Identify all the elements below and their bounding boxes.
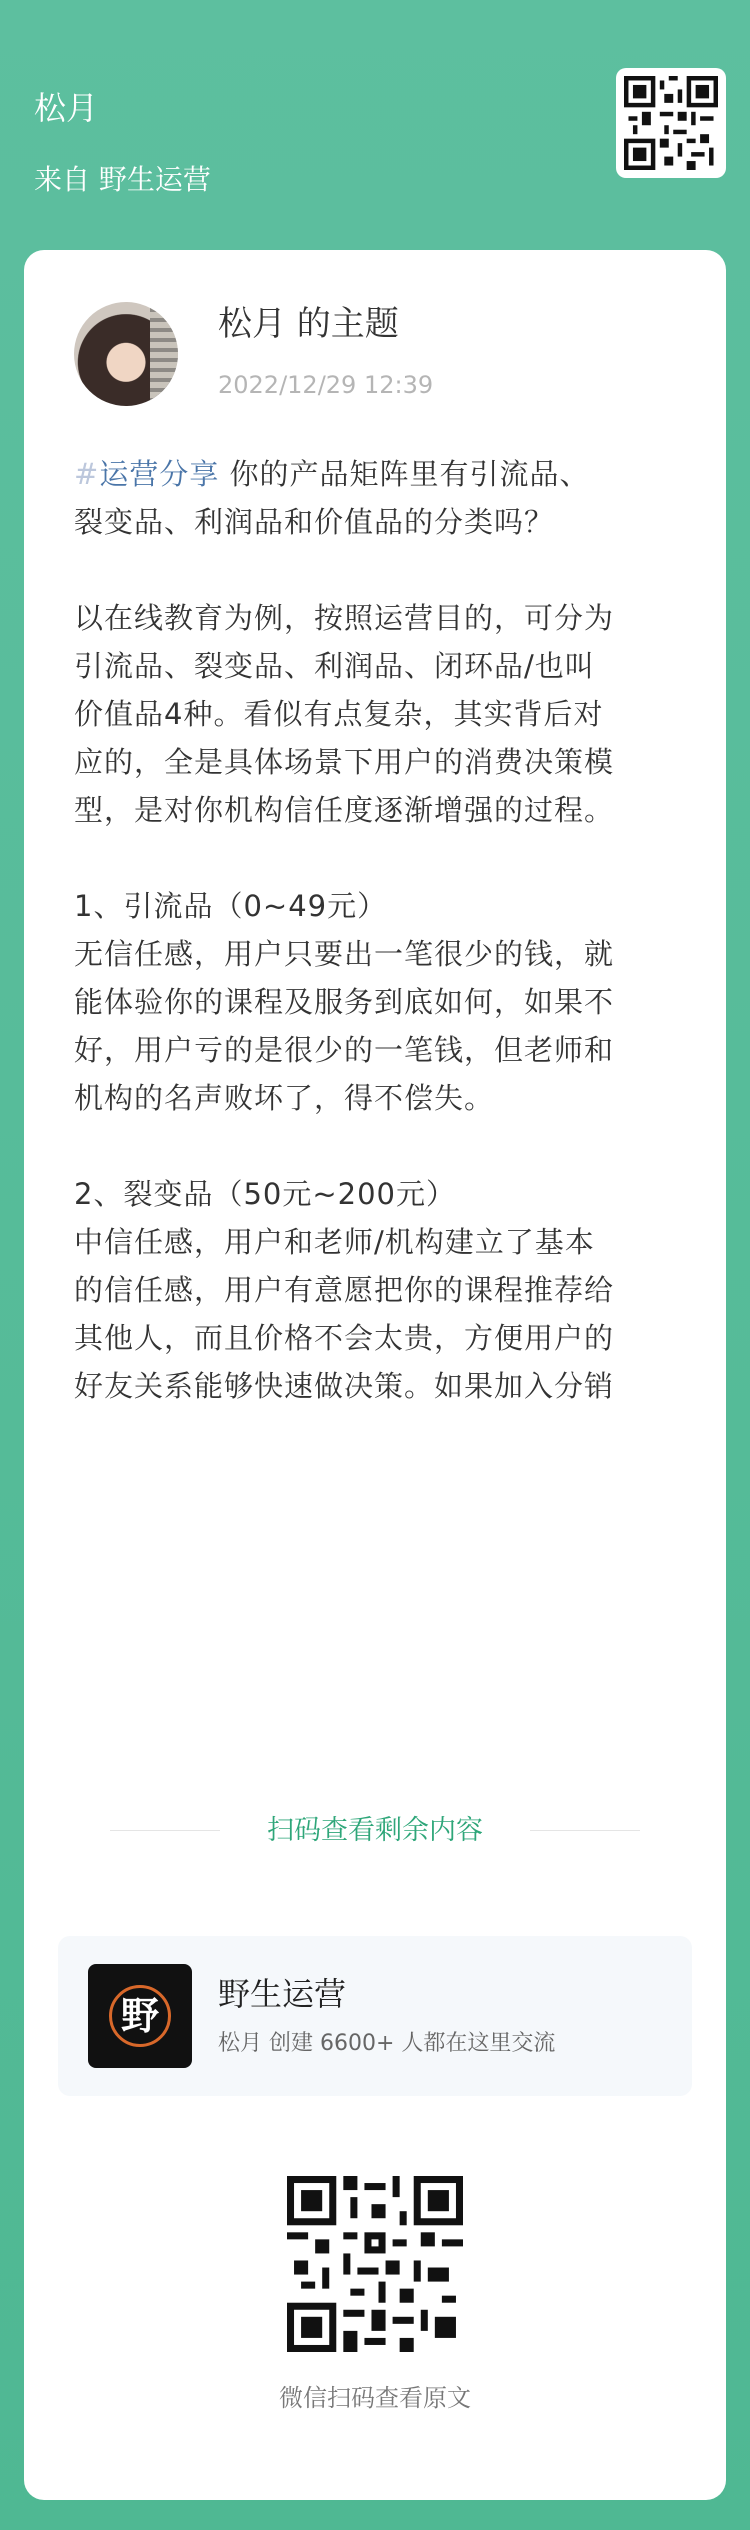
avatar[interactable] xyxy=(74,302,178,406)
content-line: 好友关系能够快速做决策。如果加入分销 xyxy=(74,1369,615,1403)
content-line: 好，用户亏的是很少的一笔钱，但老师和 xyxy=(74,1033,615,1067)
qr-caption: 微信扫码查看原文 xyxy=(279,2384,471,2412)
header-author: 松月 xyxy=(34,89,99,127)
content-line: 机构的名声败坏了，得不偿失。 xyxy=(74,1081,495,1115)
content-line: #运营分享 你的产品矩阵里有引流品、 xyxy=(74,457,590,491)
divider xyxy=(530,1830,640,1831)
content-line: 引流品、裂变品、利润品、闭环品/也叫 xyxy=(74,649,595,683)
qr-code-icon xyxy=(287,2176,463,2352)
content-line: 其他人，而且价格不会太贵，方便用户的 xyxy=(74,1321,615,1355)
header-source: 来自 野生运营 xyxy=(34,163,211,196)
content-line: 应的，全是具体场景下用户的消费决策模 xyxy=(74,745,615,779)
group-logo-char: 野 xyxy=(109,1985,171,2047)
content-line: 型，是对你机构信任度逐渐增强的过程。 xyxy=(74,793,615,827)
content-line: 价值品4种。看似有点复杂，其实背后对 xyxy=(74,697,604,731)
post-card xyxy=(24,250,726,2500)
header-qr-code-icon xyxy=(616,68,726,178)
content-line: 能体验你的课程及服务到底如何，如果不 xyxy=(74,985,615,1019)
content-line: 裂变品、利润品和价值品的分类吗？ xyxy=(74,505,555,539)
header xyxy=(34,86,211,200)
content-line: 无信任感，用户只要出一笔很少的钱，就 xyxy=(74,937,615,971)
content-line: 的信任感，用户有意愿把你的课程推荐给 xyxy=(74,1273,615,1307)
post-header xyxy=(74,302,433,406)
content-fade xyxy=(24,1580,726,1780)
post-date: 2022/12/29 12:39 xyxy=(218,371,434,399)
topic-tag[interactable]: 运营分享 xyxy=(99,457,220,491)
group-logo xyxy=(88,1964,192,2068)
content-line: 1、引流品（0~49元） xyxy=(74,889,388,923)
content-line: 2、裂变品（50元~200元） xyxy=(74,1177,457,1211)
post-title: 松月 的主题 xyxy=(218,304,399,344)
post-content xyxy=(74,450,676,1410)
group-description: 松月 创建 6600+ 人都在这里交流 xyxy=(218,2031,556,2056)
hash-symbol: # xyxy=(74,457,100,491)
scan-more-link[interactable]: 扫码查看剩余内容 xyxy=(267,1815,483,1846)
content-line: 中信任感，用户和老师/机构建立了基本 xyxy=(74,1225,595,1259)
qr-code-icon xyxy=(624,76,718,170)
content-line: 以在线教育为例，按照运营目的，可分为 xyxy=(74,601,615,635)
group-card[interactable] xyxy=(58,1936,692,2096)
group-name: 野生运营 xyxy=(218,1975,347,2013)
